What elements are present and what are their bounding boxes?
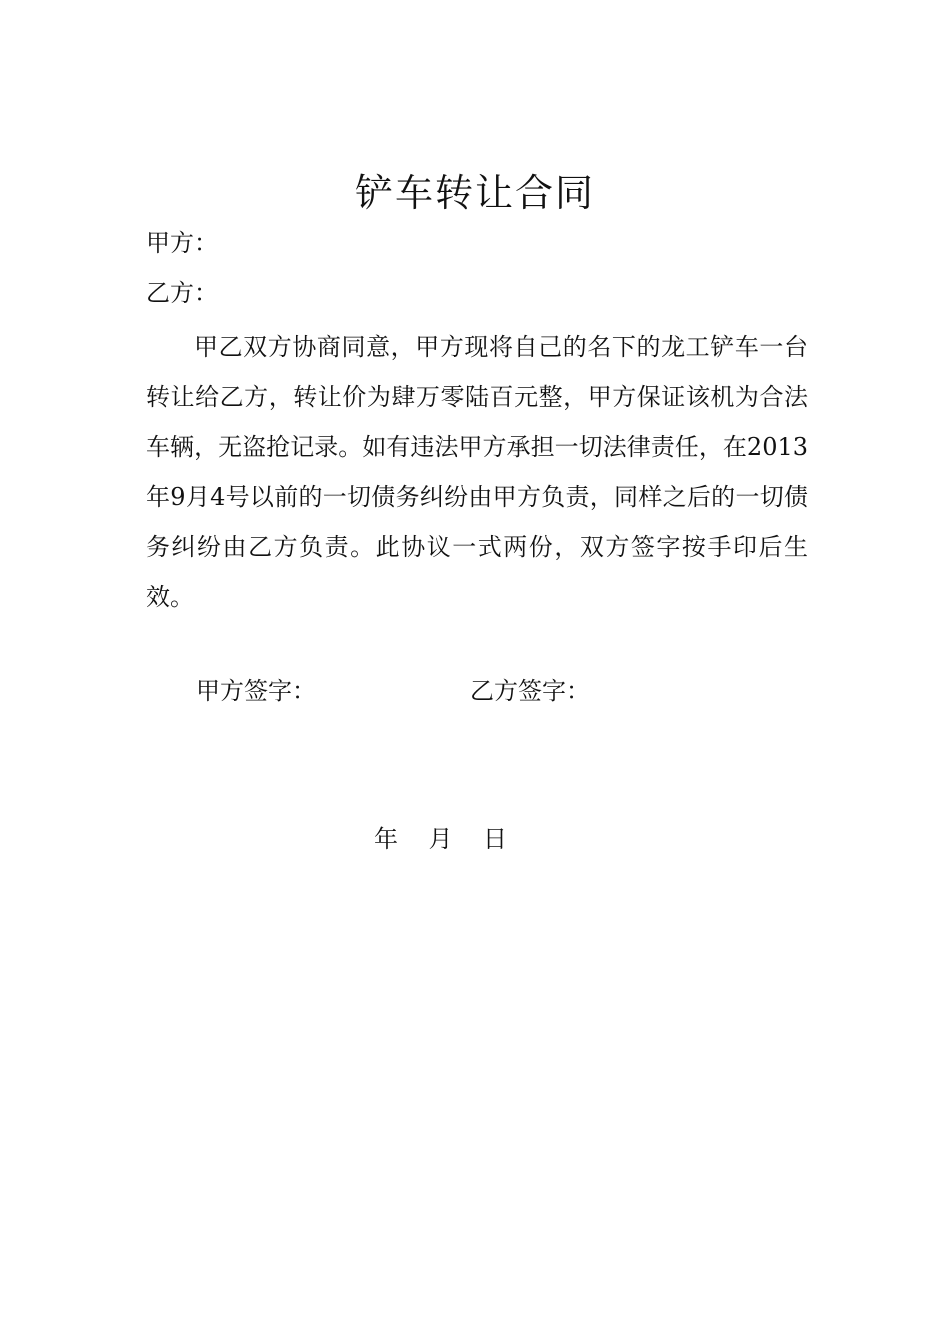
contract-body: 甲乙双方协商同意，甲方现将自己的名下的龙工铲车一台转让给乙方，转让价为肆万零陆百元整，甲方保证该机为合法车辆，无盗抢记录。如有违法甲方承担一切法律责任，在2013年9月4号以前的一切债务纠纷由甲方负责，同样之后的一切债务纠纷由乙方负责。此协议一式两份，双方签字按手印后生效。 [146,333,808,611]
date-line: 年 月 日 [374,825,508,853]
signature-a-label: 甲方签字： [196,677,316,705]
party-b-label: 乙方： [146,279,218,307]
signature-b-label: 乙方签字： [470,677,590,705]
party-a-label: 甲方： [146,229,218,257]
document-title: 铲车转让合同 [354,171,595,215]
